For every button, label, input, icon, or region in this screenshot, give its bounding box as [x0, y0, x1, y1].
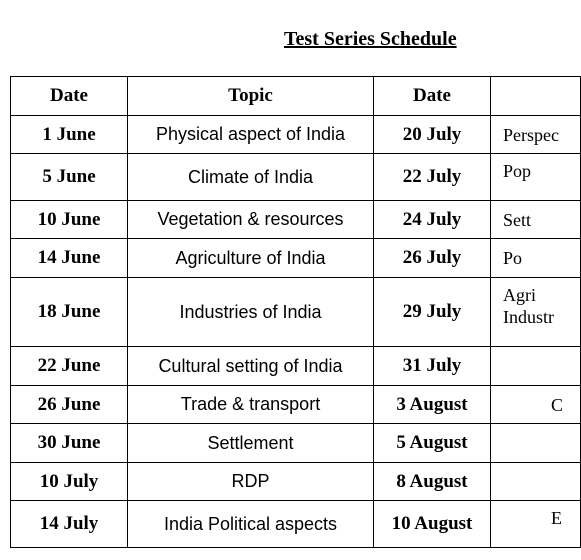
row-topic-2 [491, 501, 581, 548]
row-topic-2 [491, 154, 581, 201]
row-topic-2 [491, 463, 581, 501]
row-topic-2-line-1: E [551, 508, 562, 528]
row-topic-2 [491, 347, 581, 386]
row-topic-2 [491, 116, 581, 154]
row-date-2: 8 August [374, 463, 491, 501]
row-date-2: 20 July [374, 116, 491, 154]
header-date-2: Date [374, 77, 491, 116]
row-date-1: 1 June [11, 116, 128, 154]
row-topic-1: Agriculture of India [128, 239, 374, 278]
row-topic-2-line-1: Perspec [503, 124, 559, 145]
row-date-2: 29 July [374, 278, 491, 347]
table-row [11, 239, 581, 278]
header-row [11, 77, 581, 116]
row-topic-1: Climate of India [128, 154, 374, 201]
schedule-table [10, 76, 581, 548]
row-date-2: 5 August [374, 424, 491, 463]
row-date-2: 22 July [374, 154, 491, 201]
row-topic-1: India Political aspects [128, 501, 374, 548]
row-topic-1: RDP [128, 463, 374, 501]
row-date-2: 10 August [374, 501, 491, 548]
row-topic-2 [491, 278, 581, 347]
row-topic-1: Vegetation & resources [128, 201, 374, 239]
row-topic-2-line-1: Po [503, 248, 523, 268]
row-date-1: 26 June [11, 386, 128, 424]
row-topic-2-line-2: Industr [503, 307, 554, 327]
row-topic-2-line-1: Pop [503, 161, 532, 181]
table-row [11, 116, 581, 154]
table-row [11, 463, 581, 501]
row-topic-2-line-1: Sett [503, 209, 532, 230]
row-date-1: 14 July [11, 501, 128, 548]
row-topic-1: Physical aspect of India [128, 116, 374, 154]
table-row [11, 201, 581, 239]
row-topic-2-line-1: Agri [503, 285, 536, 305]
row-date-1: 5 June [11, 154, 128, 201]
row-topic-1: Settlement [128, 424, 374, 463]
row-topic-2 [491, 386, 581, 424]
header-date-1: Date [11, 77, 128, 116]
row-date-1: 22 June [11, 347, 128, 386]
row-date-1: 18 June [11, 278, 128, 347]
row-date-2: 3 August [374, 386, 491, 424]
table-row [11, 347, 581, 386]
table-row [11, 154, 581, 201]
row-topic-2 [491, 201, 581, 239]
row-topic-1: Industries of India [128, 278, 374, 347]
row-date-1: 10 June [11, 201, 128, 239]
row-topic-2 [491, 424, 581, 463]
row-date-2: 24 July [374, 201, 491, 239]
row-date-2: 31 July [374, 347, 491, 386]
table-row [11, 278, 581, 347]
row-topic-2-line-1: C [551, 394, 564, 415]
row-date-1: 10 July [11, 463, 128, 501]
table-row [11, 501, 581, 548]
row-date-1: 14 June [11, 239, 128, 278]
row-date-2: 26 July [374, 239, 491, 278]
table-row [11, 386, 581, 424]
row-topic-1: Trade & transport [128, 386, 374, 424]
header-topic-1: Topic [128, 77, 374, 116]
table-row [11, 424, 581, 463]
row-date-1: 30 June [11, 424, 128, 463]
row-topic-1: Cultural setting of India [128, 347, 374, 386]
row-topic-2 [491, 239, 581, 278]
page-title: Test Series Schedule [284, 28, 457, 50]
header-topic-2 [491, 77, 581, 116]
